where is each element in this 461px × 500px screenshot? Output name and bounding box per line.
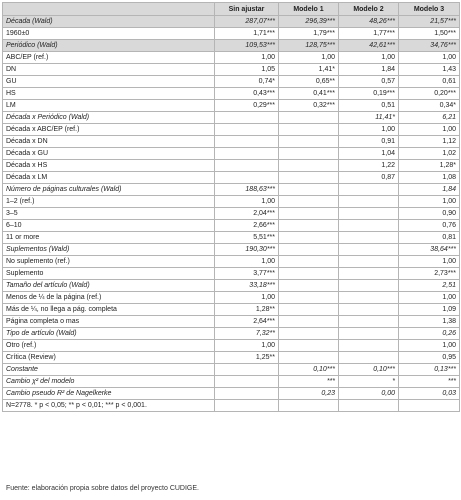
table-row (3, 196, 460, 208)
value-cell: 1,05 (215, 64, 279, 76)
value-cell: 1,22 (339, 160, 399, 172)
value-cell: 0,51 (339, 100, 399, 112)
value-cell (339, 256, 399, 268)
row-label: Década (Wald) (3, 16, 215, 28)
row-label: 3–5 (3, 208, 215, 220)
value-cell (215, 136, 279, 148)
value-cell: 1,12 (399, 136, 460, 148)
value-cell (279, 280, 339, 292)
table-row (3, 160, 460, 172)
table-row (3, 220, 460, 232)
value-cell (399, 400, 460, 412)
value-cell: 1,41* (279, 64, 339, 76)
value-cell: 1,00 (215, 196, 279, 208)
value-cell: 5,51*** (215, 232, 279, 244)
row-label: Década x ABC/EP (ref.) (3, 124, 215, 136)
value-cell: 1,00 (279, 52, 339, 64)
value-cell: 1,00 (399, 52, 460, 64)
table-row (3, 400, 460, 412)
table-row (3, 292, 460, 304)
value-cell: 128,75*** (279, 40, 339, 52)
table-row (3, 232, 460, 244)
value-cell: 1,25** (215, 352, 279, 364)
value-cell: 1,00 (339, 52, 399, 64)
value-cell: 3,77*** (215, 268, 279, 280)
value-cell: 0,43*** (215, 88, 279, 100)
table-row (3, 184, 460, 196)
value-cell (279, 208, 339, 220)
value-cell (279, 124, 339, 136)
row-label: Década x DN (3, 136, 215, 148)
table-row (3, 352, 460, 364)
value-cell: 0,32*** (279, 100, 339, 112)
value-cell: 1,43 (399, 64, 460, 76)
row-label: HS (3, 88, 215, 100)
value-cell: *** (399, 376, 460, 388)
header-row (3, 3, 460, 16)
value-cell: 1,00 (215, 340, 279, 352)
value-cell: 0,91 (339, 136, 399, 148)
value-cell: 0,61 (399, 76, 460, 88)
value-cell (215, 364, 279, 376)
table-row (3, 52, 460, 64)
value-cell: * (339, 376, 399, 388)
row-label: DN (3, 64, 215, 76)
value-cell (279, 244, 339, 256)
value-cell (279, 256, 339, 268)
value-cell (215, 172, 279, 184)
row-label: GU (3, 76, 215, 88)
value-cell: 0,34* (399, 100, 460, 112)
value-cell: 0,19*** (339, 88, 399, 100)
value-cell: 1,28** (215, 304, 279, 316)
value-cell (339, 304, 399, 316)
value-cell (339, 184, 399, 196)
value-cell (339, 328, 399, 340)
table-row (3, 28, 460, 40)
row-label: Década x LM (3, 172, 215, 184)
value-cell: 1,79*** (279, 28, 339, 40)
value-cell (339, 208, 399, 220)
value-cell: 7,32** (215, 328, 279, 340)
table-row (3, 208, 460, 220)
row-label: Década x Periódico (Wald) (3, 112, 215, 124)
row-label: Página completa o mas (3, 316, 215, 328)
row-label: 11 or more (3, 232, 215, 244)
value-cell (339, 352, 399, 364)
row-label: ABC/EP (ref.) (3, 52, 215, 64)
value-cell: 0,00 (339, 388, 399, 400)
table-row (3, 16, 460, 28)
value-cell: 42,61*** (339, 40, 399, 52)
row-label: 1960±0 (3, 28, 215, 40)
value-cell (339, 400, 399, 412)
value-cell (279, 112, 339, 124)
value-cell (279, 196, 339, 208)
value-cell: 1,84 (339, 64, 399, 76)
value-cell (279, 184, 339, 196)
value-cell: 1,00 (339, 124, 399, 136)
value-cell: 2,51 (399, 280, 460, 292)
row-label: 1–2 (ref.) (3, 196, 215, 208)
value-cell (279, 268, 339, 280)
value-cell (279, 160, 339, 172)
row-label: Constante (3, 364, 215, 376)
value-cell (339, 232, 399, 244)
value-cell: 1,00 (399, 196, 460, 208)
value-cell: 0,10*** (279, 364, 339, 376)
value-cell: 0,23 (279, 388, 339, 400)
value-cell: 0,03 (399, 388, 460, 400)
header-cell (3, 3, 215, 16)
value-cell: 34,76*** (399, 40, 460, 52)
value-cell: 33,18*** (215, 280, 279, 292)
table-row (3, 340, 460, 352)
row-label: 6–10 (3, 220, 215, 232)
table-row (3, 100, 460, 112)
row-label: Cambio pseudo R² de Nagelkerke (3, 388, 215, 400)
value-cell: 0,13*** (399, 364, 460, 376)
table-row (3, 268, 460, 280)
table-row (3, 280, 460, 292)
value-cell: 296,39*** (279, 16, 339, 28)
row-label: Tipo de artículo (Wald) (3, 328, 215, 340)
value-cell: 0,57 (339, 76, 399, 88)
value-cell: 1,00 (399, 124, 460, 136)
value-cell: 1,09 (399, 304, 460, 316)
header-cell: Sin ajustar (215, 3, 279, 16)
row-label: Cambio χ² del modelo (3, 376, 215, 388)
value-cell: 38,64*** (399, 244, 460, 256)
value-cell: 1,02 (399, 148, 460, 160)
header-cell: Modelo 1 (279, 3, 339, 16)
table-row (3, 172, 460, 184)
value-cell: 0,95 (399, 352, 460, 364)
value-cell: 1,38 (399, 316, 460, 328)
value-cell: 1,08 (399, 172, 460, 184)
table-row (3, 64, 460, 76)
value-cell: 0,41*** (279, 88, 339, 100)
value-cell: 21,57*** (399, 16, 460, 28)
value-cell: 0,26 (399, 328, 460, 340)
value-cell: 0,10*** (339, 364, 399, 376)
value-cell (279, 352, 339, 364)
value-cell: 0,76 (399, 220, 460, 232)
row-label: Otro (ref.) (3, 340, 215, 352)
value-cell: 1,50*** (399, 28, 460, 40)
row-label: Década x GU (3, 148, 215, 160)
table-row (3, 40, 460, 52)
value-cell (339, 244, 399, 256)
value-cell (339, 280, 399, 292)
value-cell: 0,74* (215, 76, 279, 88)
table-row (3, 88, 460, 100)
value-cell (215, 124, 279, 136)
value-cell (339, 196, 399, 208)
value-cell (215, 388, 279, 400)
value-cell (279, 316, 339, 328)
value-cell: 1,00 (215, 52, 279, 64)
row-label: No suplemento (ref.) (3, 256, 215, 268)
value-cell: 2,64*** (215, 316, 279, 328)
value-cell (215, 160, 279, 172)
source-note: Fuente: elaboración propia sobre datos del proyecto CUDIGE. (6, 485, 199, 492)
row-label: Tamaño del artículo (Wald) (3, 280, 215, 292)
table-row (3, 112, 460, 124)
row-label: Suplementos (Wald) (3, 244, 215, 256)
value-cell (279, 328, 339, 340)
value-cell: 1,00 (399, 340, 460, 352)
value-cell (215, 376, 279, 388)
value-cell: 1,00 (399, 292, 460, 304)
table-row (3, 388, 460, 400)
value-cell: 11,41* (339, 112, 399, 124)
value-cell: 1,00 (215, 256, 279, 268)
table-row (3, 256, 460, 268)
value-cell (339, 316, 399, 328)
table-row (3, 244, 460, 256)
value-cell: 188,63*** (215, 184, 279, 196)
value-cell (215, 112, 279, 124)
header-cell: Modelo 3 (399, 3, 460, 16)
table-row (3, 364, 460, 376)
value-cell: 1,71*** (215, 28, 279, 40)
value-cell (215, 148, 279, 160)
value-cell: 1,00 (399, 256, 460, 268)
value-cell: 0,87 (339, 172, 399, 184)
table-row (3, 376, 460, 388)
value-cell: 0,29*** (215, 100, 279, 112)
value-cell (215, 400, 279, 412)
row-label: LM (3, 100, 215, 112)
value-cell: 1,00 (215, 292, 279, 304)
value-cell (339, 220, 399, 232)
value-cell: 2,04*** (215, 208, 279, 220)
value-cell: 0,20*** (399, 88, 460, 100)
value-cell (279, 136, 339, 148)
row-label: Periódico (Wald) (3, 40, 215, 52)
value-cell (339, 292, 399, 304)
value-cell (339, 268, 399, 280)
row-label: Menos de ¼ de la página (ref.) (3, 292, 215, 304)
value-cell (279, 220, 339, 232)
value-cell (279, 232, 339, 244)
value-cell: 6,21 (399, 112, 460, 124)
value-cell (279, 304, 339, 316)
value-cell: 190,30*** (215, 244, 279, 256)
value-cell (339, 340, 399, 352)
value-cell: 1,28* (399, 160, 460, 172)
table-row (3, 136, 460, 148)
value-cell: 2,66*** (215, 220, 279, 232)
value-cell: 48,26*** (339, 16, 399, 28)
table-row (3, 148, 460, 160)
row-label: Suplemento (3, 268, 215, 280)
value-cell (279, 292, 339, 304)
regression-table (2, 2, 460, 412)
row-label: Más de ¼, no llega a pág. completa (3, 304, 215, 316)
row-label: N=2778. * p < 0,05; ** p < 0,01; *** p < 0,001. (3, 400, 215, 412)
value-cell (279, 148, 339, 160)
value-cell: 1,77*** (339, 28, 399, 40)
table-row (3, 316, 460, 328)
header-cell: Modelo 2 (339, 3, 399, 16)
value-cell: 0,65** (279, 76, 339, 88)
table-row (3, 124, 460, 136)
table-row (3, 76, 460, 88)
value-cell: 2,73*** (399, 268, 460, 280)
value-cell (279, 172, 339, 184)
table-body (3, 16, 460, 412)
row-label: Crítica (Review) (3, 352, 215, 364)
value-cell: 1,84 (399, 184, 460, 196)
value-cell: 1,04 (339, 148, 399, 160)
value-cell: 0,81 (399, 232, 460, 244)
value-cell: 109,53*** (215, 40, 279, 52)
row-label: Década x HS (3, 160, 215, 172)
value-cell (279, 400, 339, 412)
value-cell (279, 340, 339, 352)
value-cell: 287,07*** (215, 16, 279, 28)
table-row (3, 304, 460, 316)
value-cell: *** (279, 376, 339, 388)
row-label: Número de páginas culturales (Wald) (3, 184, 215, 196)
table-row (3, 328, 460, 340)
value-cell: 0,90 (399, 208, 460, 220)
